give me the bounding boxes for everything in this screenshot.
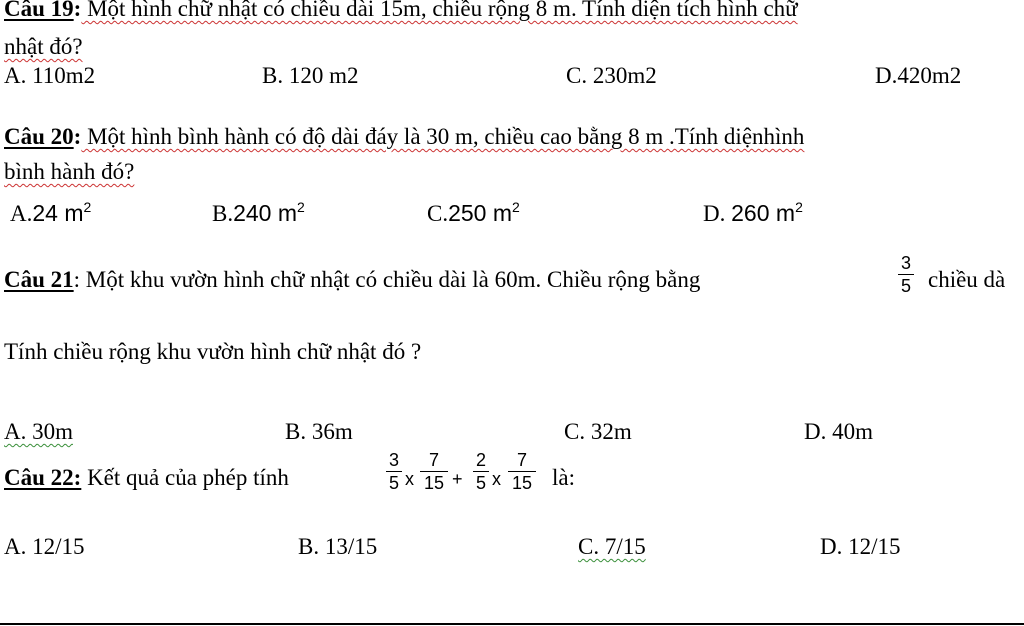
q21-fraction-den: 5: [900, 276, 911, 296]
q19-option-d: D.420m2: [875, 63, 962, 88]
q22-op-1: x: [405, 469, 414, 489]
q19-option-b: B. 120 m2: [262, 63, 359, 88]
q19-label: Câu 19: [4, 0, 74, 21]
q22-text-after: là:: [552, 465, 575, 490]
q20-option-a: A.24 $m^2$: [10, 199, 92, 226]
q22-label: Câu 22:: [4, 465, 82, 490]
q20-text-2: bình hành đó?: [4, 159, 135, 184]
bottom-divider: [0, 623, 1024, 625]
q20-text-1: Một hình bình hành có độ dài đáy là 30 m, chiều cao bằng 8 m .Tính diệnhình: [81, 124, 805, 149]
q20-option-b: B.240 $m^2$: [212, 199, 305, 226]
q19-option-a: A. 110m2: [4, 63, 96, 88]
q22-op-3: x: [492, 469, 501, 489]
q22-text-before: Kết quả của phép tính: [81, 465, 289, 490]
q21-option-d: D. 40m: [804, 419, 873, 444]
q19-text-2: nhật đó?: [4, 34, 83, 59]
q21-label: Câu 21: [4, 267, 74, 292]
q19-text-1: Một hình chữ nhật có chiều dài 15m, chiều rộng 8 m. Tính diện tích hình chữ: [81, 0, 798, 21]
q19-option-c: C. 230m2: [566, 63, 657, 88]
q22-option-d: D. 12/15: [820, 534, 901, 559]
q22-fraction-4: 7 15: [508, 450, 536, 493]
q21-option-a: A. 30m: [4, 419, 73, 444]
q21-text-1a: : Một khu vườn hình chữ nhật có chiều dài là 60m. Chiều rộng bằng: [73, 267, 701, 292]
q20-label: Câu 20: [4, 124, 74, 149]
q20-option-d: D. 260 $m^2$: [703, 199, 803, 226]
q19-line1: Câu 19: Một hình chữ nhật có chiều dài 15m, chiều rộng 8 m. Tính diện tích hình chữ: [4, 0, 798, 20]
q21-fraction-num: 3: [900, 253, 911, 273]
q22-fraction-3: 2 5: [473, 450, 489, 493]
q22-op-2: +: [452, 469, 463, 489]
q21-text-1b: chiều dà: [928, 267, 1006, 292]
q22-fraction-1: 3 5: [386, 450, 402, 493]
q22-option-c: C. 7/15: [578, 534, 646, 559]
q22-option-b: B. 13/15: [298, 534, 378, 559]
q20-option-c: C.250 $m^2$: [427, 199, 520, 226]
q21-text-2: Tính chiều rộng khu vườn hình chữ nhật đó ?: [4, 339, 422, 364]
q21-line1: [4, 268, 700, 291]
q20-line1: Câu 20: Một hình bình hành có độ dài đáy là 30 m, chiều cao bằng 8 m .Tính diệnhình: [4, 124, 805, 149]
q22-fraction-2: 7 15: [420, 450, 448, 493]
q21-option-c: C. 32m: [564, 419, 632, 444]
q21-option-b: B. 36m: [285, 419, 353, 444]
q21-fraction: [898, 253, 914, 296]
q22-option-a: A. 12/15: [4, 534, 85, 559]
q22-line1: [4, 466, 289, 489]
